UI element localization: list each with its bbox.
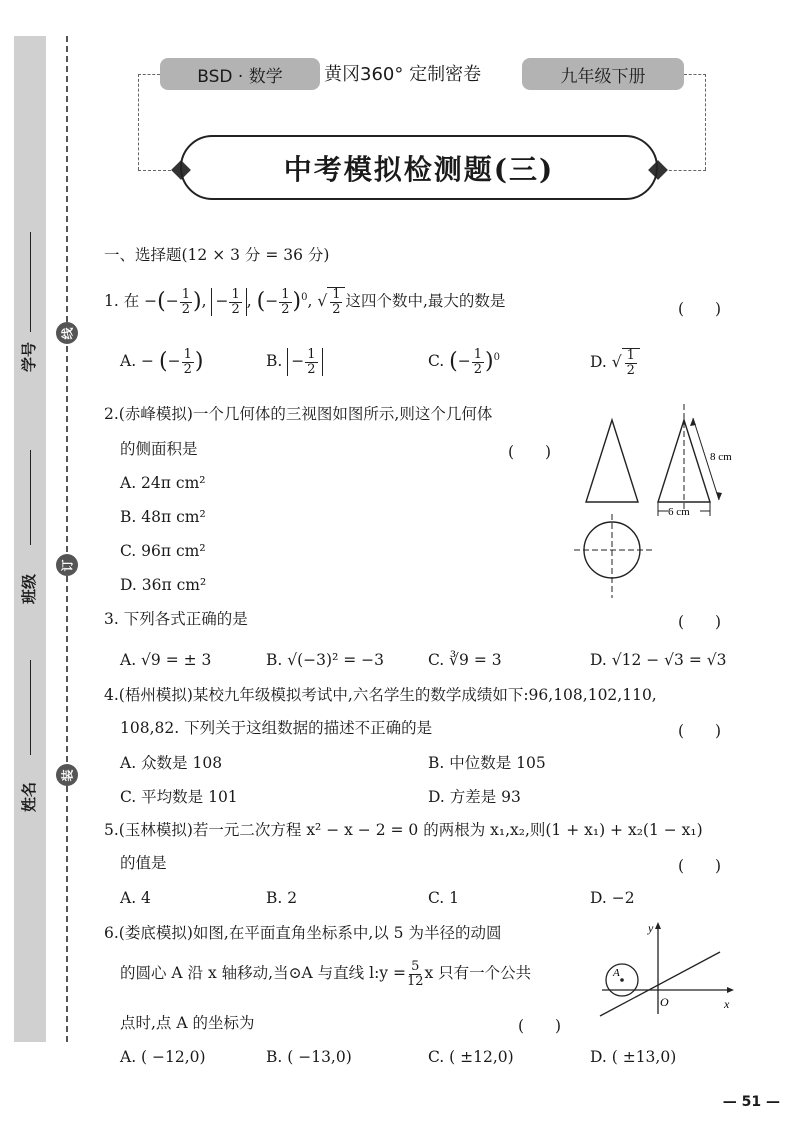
- q2-stem-line1: 2.(赤峰模拟)一个几何体的三视图如图所示,则这个几何体: [104, 405, 493, 423]
- q3-answer-paren[interactable]: ( ): [678, 613, 722, 631]
- q2-answer-paren[interactable]: ( ): [508, 443, 552, 461]
- q5-stem-line1: 5.(玉林模拟)若一元二次方程 x² − x − 2 = 0 的两根为 x₁,x₂,则(1 + x₁) + x₂(1 − x₁): [104, 821, 703, 839]
- q5-option-b[interactable]: B. 2: [266, 889, 298, 907]
- height-label: 8 cm: [710, 451, 732, 463]
- q4-answer-paren[interactable]: ( ): [678, 722, 722, 740]
- origin-label: O: [660, 995, 669, 1009]
- q6-option-a[interactable]: A. ( −12,0): [120, 1048, 206, 1066]
- q5-stem-line2: 的值是: [120, 854, 167, 872]
- q2-option-c[interactable]: C. 96π cm²: [120, 542, 206, 560]
- student-no-line: [30, 232, 31, 332]
- title-frame: [180, 135, 658, 200]
- q6-option-d[interactable]: D. ( ±13,0): [590, 1048, 677, 1066]
- header-dash-right: [684, 74, 706, 75]
- bind-mark-line: 线: [56, 322, 78, 344]
- q4-option-b[interactable]: B. 中位数是 105: [428, 754, 546, 772]
- slant-arrow-head-bottom: [716, 492, 722, 500]
- center-point: [620, 978, 624, 982]
- q2-option-d[interactable]: D. 36π cm²: [120, 576, 207, 594]
- q6-stem-line1: 6.(娄底模拟)如图,在平面直角坐标系中,以 5 为半径的动圆: [104, 924, 502, 942]
- q6-coordinate-figure: [596, 918, 742, 1018]
- bind-mark-ding: 订: [56, 554, 78, 576]
- name-line: [30, 660, 31, 755]
- q3-stem: 3. 下列各式正确的是: [104, 610, 248, 628]
- header-vdash-left: [138, 74, 139, 170]
- x-axis-arrow: [727, 987, 734, 993]
- header-dash-right-low: [664, 170, 706, 171]
- q2-option-b[interactable]: B. 48π cm²: [120, 508, 206, 526]
- q6-option-b[interactable]: B. ( −13,0): [266, 1048, 352, 1066]
- q5-option-d[interactable]: D. −2: [590, 889, 635, 907]
- q4-stem-line2: 108,82. 下列关于这组数据的描述不正确的是: [120, 719, 433, 737]
- q3-option-a[interactable]: A. √9 = ± 3: [120, 651, 212, 669]
- front-view-triangle: [586, 420, 638, 502]
- y-axis-arrow: [655, 922, 661, 929]
- class-label: 班级: [20, 573, 38, 604]
- section-heading: 一、选择题(12 × 3 分 = 36 分): [104, 246, 330, 264]
- q4-option-a[interactable]: A. 众数是 108: [120, 754, 223, 772]
- q6-stem-line2: 的圆心 A 沿 x 轴移动,当⊙A 与直线 l:y = $\frac{5}{12}$ x 只有一个公共: [120, 959, 532, 989]
- base-label: 6 cm: [668, 506, 690, 518]
- q6-stem-line3: 点时,点 A 的坐标为: [120, 1014, 255, 1032]
- binding-dashed-line: [66, 36, 68, 1042]
- student-no-label: 学号: [20, 341, 38, 372]
- bind-mark-zhuang: 装: [56, 764, 78, 786]
- name-label: 姓名: [20, 781, 38, 812]
- q6-option-c[interactable]: C. ( ±12,0): [428, 1048, 514, 1066]
- q2-three-view-figure: [568, 398, 758, 604]
- q1-answer-paren[interactable]: ( ): [678, 300, 722, 318]
- q3-option-c[interactable]: C. ∛9 = 3: [428, 651, 502, 669]
- q2-option-a[interactable]: A. 24π cm²: [120, 474, 206, 492]
- q3-option-b[interactable]: B. √(−3)² = −3: [266, 651, 384, 669]
- y-axis-label: y: [648, 921, 654, 935]
- class-line: [30, 450, 31, 545]
- x-axis-label: x: [724, 997, 730, 1011]
- center-label: A: [613, 967, 620, 979]
- q4-option-d[interactable]: D. 方差是 93: [428, 788, 521, 806]
- q1-option-d[interactable]: D. √ $\frac{1}{2}$: [590, 348, 640, 377]
- q1-option-a[interactable]: A. − (− $\frac{1}{2}$ ): [120, 347, 204, 377]
- header-dash-left: [138, 74, 160, 75]
- q3-option-d[interactable]: D. √12 − √3 = √3: [590, 651, 727, 669]
- brand-text: 黄冈360° 定制密卷: [324, 64, 482, 85]
- q5-option-a[interactable]: A. 4: [120, 889, 151, 907]
- q1-option-b[interactable]: B. − $\frac{1}{2}$: [266, 348, 323, 376]
- header-vdash-right: [705, 74, 706, 170]
- grade-pill: 九年级下册: [522, 58, 684, 90]
- page-title: 中考模拟检测题(三): [283, 152, 555, 186]
- slant-arrow-head-top: [690, 418, 696, 426]
- q5-option-c[interactable]: C. 1: [428, 889, 460, 907]
- q6-answer-paren[interactable]: ( ): [518, 1017, 562, 1035]
- q4-stem-line1: 4.(梧州模拟)某校九年级模拟考试中,六名学生的数学成绩如下:96,108,102,110,: [104, 686, 657, 704]
- page-number: — 51 —: [722, 1094, 780, 1110]
- q2-stem-line2: 的侧面积是: [120, 440, 198, 458]
- series-pill: BSD · 数学: [160, 58, 320, 90]
- q5-answer-paren[interactable]: ( ): [678, 857, 722, 875]
- q1-option-c[interactable]: C. (− $\frac{1}{2}$ )$^0$: [428, 347, 501, 377]
- q4-option-c[interactable]: C. 平均数是 101: [120, 788, 238, 806]
- q1-stem: 1. 在 −(− $\frac{1}{2}$ ), − $\frac{1}{2}$ , (− $\frac{1}{2}$ )$^0$, √ $\frac{1}{2}$ 这四个数中,最大的数是: [104, 287, 506, 317]
